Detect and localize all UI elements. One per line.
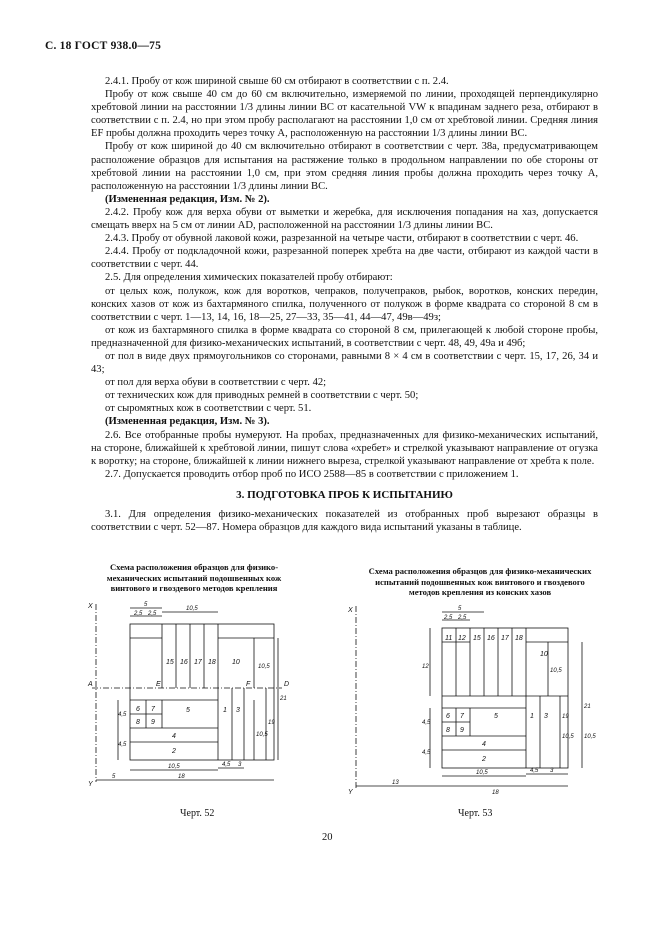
cell-label: 17 (194, 659, 202, 666)
cell-label: 18 (208, 659, 216, 666)
dim-label: 4,5 (118, 712, 127, 718)
cell-label: 1 (223, 707, 227, 714)
cell-label: 11 (445, 635, 453, 642)
cell-label: 6 (136, 706, 140, 713)
dim-label: 10,5 (584, 734, 596, 740)
page-number: 20 (322, 832, 333, 843)
figure-1-label: Черт. 52 (180, 808, 215, 819)
dim-label: 5 (144, 602, 148, 608)
cell-label: 16 (487, 635, 495, 642)
paragraph: 2.5. Для определения химических показателей пробу отбирают: (105, 272, 393, 284)
dim-label: 4,5 (422, 750, 431, 756)
amendment-note: (Измененная редакция, Изм. № 2). (105, 193, 270, 205)
point-f-label: F (246, 681, 251, 688)
cell-label: 15 (166, 659, 174, 666)
text-body (91, 75, 598, 534)
cell-label: 15 (473, 635, 481, 642)
dim-label: 2,5 (134, 611, 143, 617)
dim-label: 10,5 (186, 606, 198, 612)
dim-label: 10,5 (168, 764, 180, 770)
figure-1-drawing (82, 596, 298, 792)
dim-label: 2,5 (444, 615, 453, 621)
dim-label: 19 (562, 714, 569, 720)
cell-label: 8 (136, 719, 140, 726)
paragraph: от кож из бахтармяного спилка в форме квадрата со стороной 8 см, прилегающей к любой стороне пробы, предназначенной для физико-механических испытаний, в соответствии с черт. 48, 49, 49а и 49б; (91, 324, 598, 349)
dim-label: 12 (422, 664, 429, 670)
dim-label: 4,5 (118, 742, 127, 748)
cell-label: 1 (530, 713, 534, 720)
cell-label: 7 (460, 713, 464, 720)
cell-label: 8 (446, 727, 450, 734)
paragraph: 2.4.2. Пробу кож для верха обуви от выметки и жеребка, для исключения попадания на хаз, допускается смещать вверх на 5 см от линии AD, расположенной на расстоянии 1/3 длины линии BC. (91, 206, 598, 232)
axis-y-label: Y (348, 789, 353, 796)
paragraph: 2.7. Допускается проводить отбор проб по ИСО 2588—85 в соответствии с приложением 1. (105, 468, 519, 480)
paragraph: 3.1. Для определения физико-механических показателей из отобранных проб вырезают образцы в соответствии с черт. 52—87. Номера образцов для каждого вида испытаний указаны в таблице. (91, 509, 598, 534)
dim-label: 10,5 (258, 664, 270, 670)
paragraph: Пробу от кож свыше 40 см до 60 см включительно, измеряемой по линии, проходящей перпендикулярно хребтовой линии на расстоянии 1/3 длины линии BC от касательной VW к впадинам заднего реза, отбирают в соответствии с п. 2.4, но при этом пробу располагают на расстоянии 1,0 см от хребтовой линии. Средняя линия EF пробы должна проходить через точку A, расположенную на расстоянии 1/3 длины линии BC. (91, 89, 598, 140)
dim-label: 18 (492, 790, 499, 796)
axis-x-label: X (88, 603, 93, 610)
dim-label: 10,5 (550, 668, 562, 674)
paragraph: Пробу от кож шириной до 40 см включительно отбирают в соответствии с черт. 38а, предусматривающем расположение образцов для испытания на растяжение только в продольном направлении по обе стороны от хребтовой линии на расстоянии 1,0 см, при этом средняя линия пробы должна проходить через точку A, расположенную на расстоянии 1/3 длины линии BC. (91, 141, 598, 192)
cell-label: 3 (544, 713, 548, 720)
point-d-label: D (284, 681, 290, 688)
axis-x-label: X (348, 607, 353, 614)
axis-y-label: Y (88, 781, 93, 788)
cell-label: 2 (482, 756, 486, 763)
figure-2-drawing (342, 598, 594, 798)
dim-label: 10,5 (476, 770, 488, 776)
dim-label: 4,5 (530, 768, 539, 774)
cell-label: 3 (236, 707, 240, 714)
cell-label: 6 (446, 713, 450, 720)
figure-2-caption: Схема расположения образцов для физико-механических испытаний подошвенных кож винтового и гвоздевого методов крепления из конских хазов (368, 566, 592, 597)
cell-label: 10 (540, 651, 548, 658)
cell-label: 16 (180, 659, 188, 666)
dim-label: 2,5 (148, 611, 157, 617)
dim-label: 4,5 (422, 720, 431, 726)
figure-1-caption: Схема расположения образцов для физико-механических испытаний подошвенных кож винтового и гвоздевого методов крепления (106, 562, 282, 593)
cell-label: 12 (458, 635, 466, 642)
point-e-label: E (156, 681, 161, 688)
dim-label: 5 (112, 774, 116, 780)
paragraph: от технических кож для приводных ремней в соответствии с черт. 50; (105, 390, 419, 402)
paragraph: от пол для верха обуви в соответствии с черт. 42; (105, 377, 327, 389)
amendment-note: (Измененная редакция, Изм. № 3). (105, 416, 270, 428)
dim-label: 5 (458, 606, 462, 612)
dim-label: 2,5 (458, 615, 467, 621)
cell-label: 18 (515, 635, 523, 642)
paragraph: от целых кож, полукож, кож для воротков, чепраков, получепраков, рыбок, воротков, конских передин, конских хазов от кож из бахтармяного спилка, полученного от полукож в форме квадрата со стороной 8 см в соответствии с черт. 1—13, 14, 16, 18—25, 27—33, 35—41, 44—47, 49в—49з; (91, 285, 598, 323)
cell-label: 7 (151, 706, 155, 713)
cell-label: 17 (501, 635, 509, 642)
paragraph: 2.6. Все отобранные пробы нумеруют. На пробах, предназначенных для физико-механических испытаний, на стороне, ближайшей к хребтовой линии, пишут слова «хребет» и стрелкой указывают направление от огузка к воротку; на стороне, ближайшей к линии нижнего выреза, стрелкой указывают направление от хребта к поле. (91, 429, 598, 467)
cell-label: 9 (151, 719, 155, 726)
cell-label: 4 (172, 733, 176, 740)
cell-label: 5 (494, 713, 498, 720)
dim-label: 13 (392, 780, 399, 786)
cell-label: 9 (460, 727, 464, 734)
dim-label: 18 (178, 774, 185, 780)
dim-label: 4,5 (222, 762, 231, 768)
figure-2-label: Черт. 53 (458, 808, 493, 819)
paragraph: 2.4.4. Пробу от подкладочной кожи, разрезанной поперек хребта на две части, отбирают из каждой части в соответствии с черт. 44. (91, 246, 598, 271)
point-a-label: A (88, 681, 93, 688)
dim-label: 3 (238, 762, 242, 768)
cell-label: 10 (232, 659, 240, 666)
paragraph: от сыромятных кож в соответствии с черт. 51. (105, 403, 312, 415)
paragraph: 2.4.1. Пробу от кож шириной свыше 60 см отбирают в соответствии с п. 2.4. (105, 76, 449, 87)
paragraph: 2.4.3. Пробу от обувной лаковой кожи, разрезанной на четыре части, отбирают в соответствии с черт. 46. (105, 233, 579, 245)
dim-label: 10,5 (256, 732, 268, 738)
paragraph: от пол в виде двух прямоугольников со сторонами, равными 8 × 4 см в соответствии с черт. 15, 17, 26, 34 и 43; (91, 350, 598, 376)
dim-label: 21 (280, 696, 287, 702)
dim-label: 10,5 (562, 734, 574, 740)
cell-label: 4 (482, 741, 486, 748)
dim-label: 21 (584, 704, 591, 710)
page-header: С. 18 ГОСТ 938.0—75 (45, 40, 162, 52)
cell-label: 5 (186, 707, 190, 714)
dim-label: 3 (550, 768, 554, 774)
section-title: 3. ПОДГОТОВКА ПРОБ К ИСПЫТАНИЮ (236, 488, 453, 501)
cell-label: 2 (172, 748, 176, 755)
dim-label: 19 (268, 720, 275, 726)
